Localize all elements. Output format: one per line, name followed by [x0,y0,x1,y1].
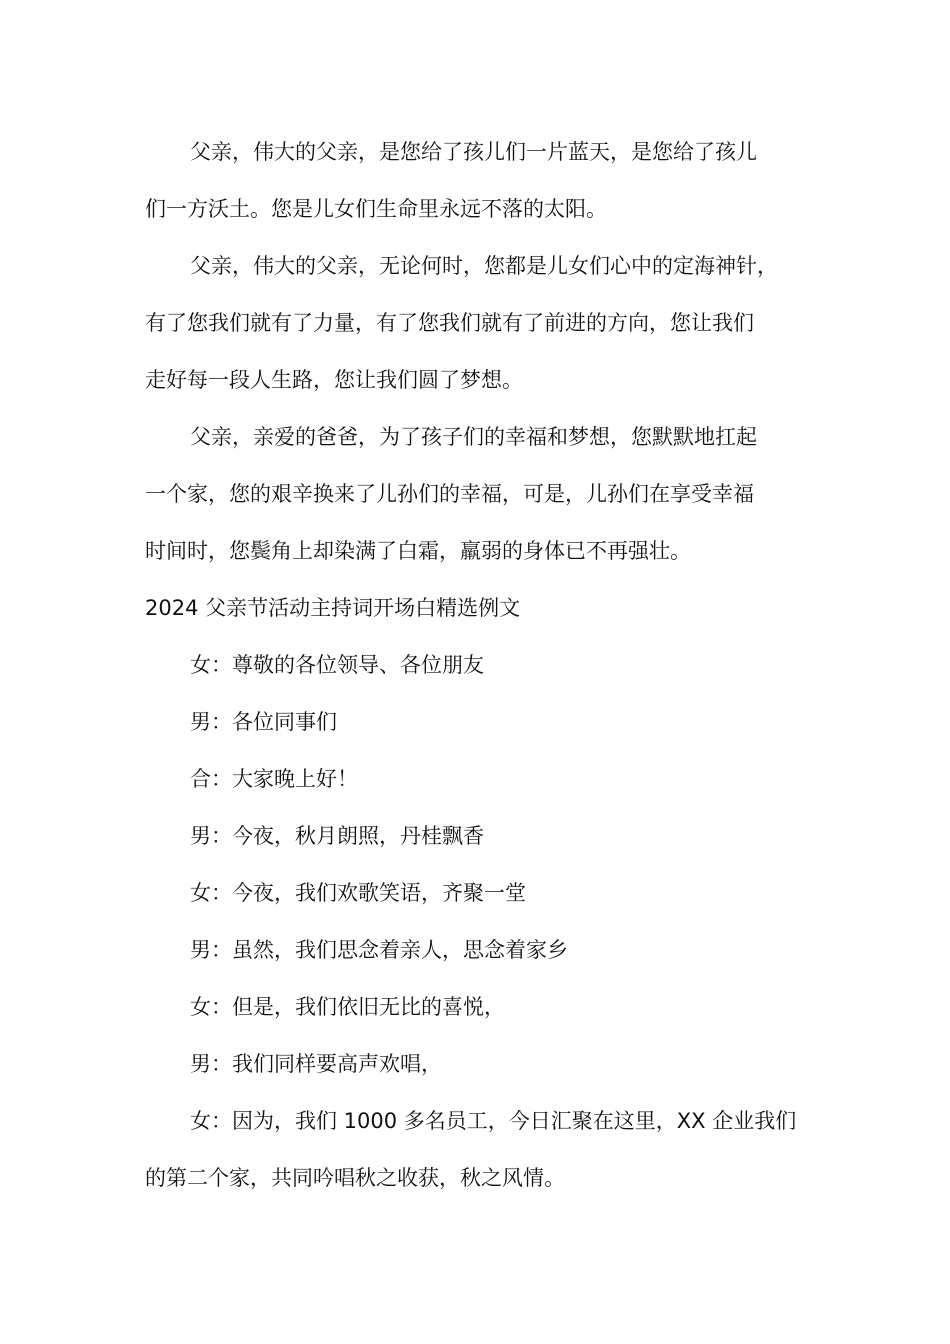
dialogue-line: 男：各位同事们 [190,710,337,734]
dialogue-line: 男：我们同样要高声欢唱， [190,1052,442,1076]
paragraph-line: 父亲，伟大的父亲，是您给了孩儿们一片蓝天，是您给了孩儿 [190,140,757,164]
dialogue-line: 合：大家晚上好！ [190,767,358,791]
paragraph-line: 父亲，亲爱的爸爸，为了孩子们的幸福和梦想，您默默地扛起 [190,425,757,449]
paragraph-line: 们一方沃土。您是儿女们生命里永远不落的太阳。 [145,197,607,221]
paragraph-line: 走好每一段人生路，您让我们圆了梦想。 [145,368,523,392]
paragraph-line: 一个家，您的艰辛换来了儿孙们的幸福，可是，儿孙们在享受幸福 [145,482,754,506]
dialogue-line: 女：今夜，我们欢歌笑语，齐聚一堂 [190,881,526,905]
dialogue-line: 的第二个家，共同吟唱秋之收获，秋之风情。 [145,1166,565,1190]
paragraph-line: 父亲，伟大的父亲，无论何时，您都是儿女们心中的定海神针， [190,254,778,278]
section-heading: 2024 父亲节活动主持词开场白精选例文 [145,596,521,620]
paragraph-line: 有了您我们就有了力量，有了您我们就有了前进的方向，您让我们 [145,311,754,335]
dialogue-line: 女：因为，我们 1000 多名员工，今日汇聚在这里，XX 企业我们 [190,1109,797,1133]
document-body [145,124,817,1207]
paragraph-line: 时间时，您鬓角上却染满了白霜，羸弱的身体已不再强壮。 [145,539,691,563]
dialogue-line: 男：虽然，我们思念着亲人，思念着家乡 [190,938,568,962]
dialogue-line: 女：尊敬的各位领导、各位朋友 [190,653,484,677]
dialogue-line: 男：今夜，秋月朗照，丹桂飘香 [190,824,484,848]
dialogue-line: 女：但是，我们依旧无比的喜悦， [190,995,505,1019]
